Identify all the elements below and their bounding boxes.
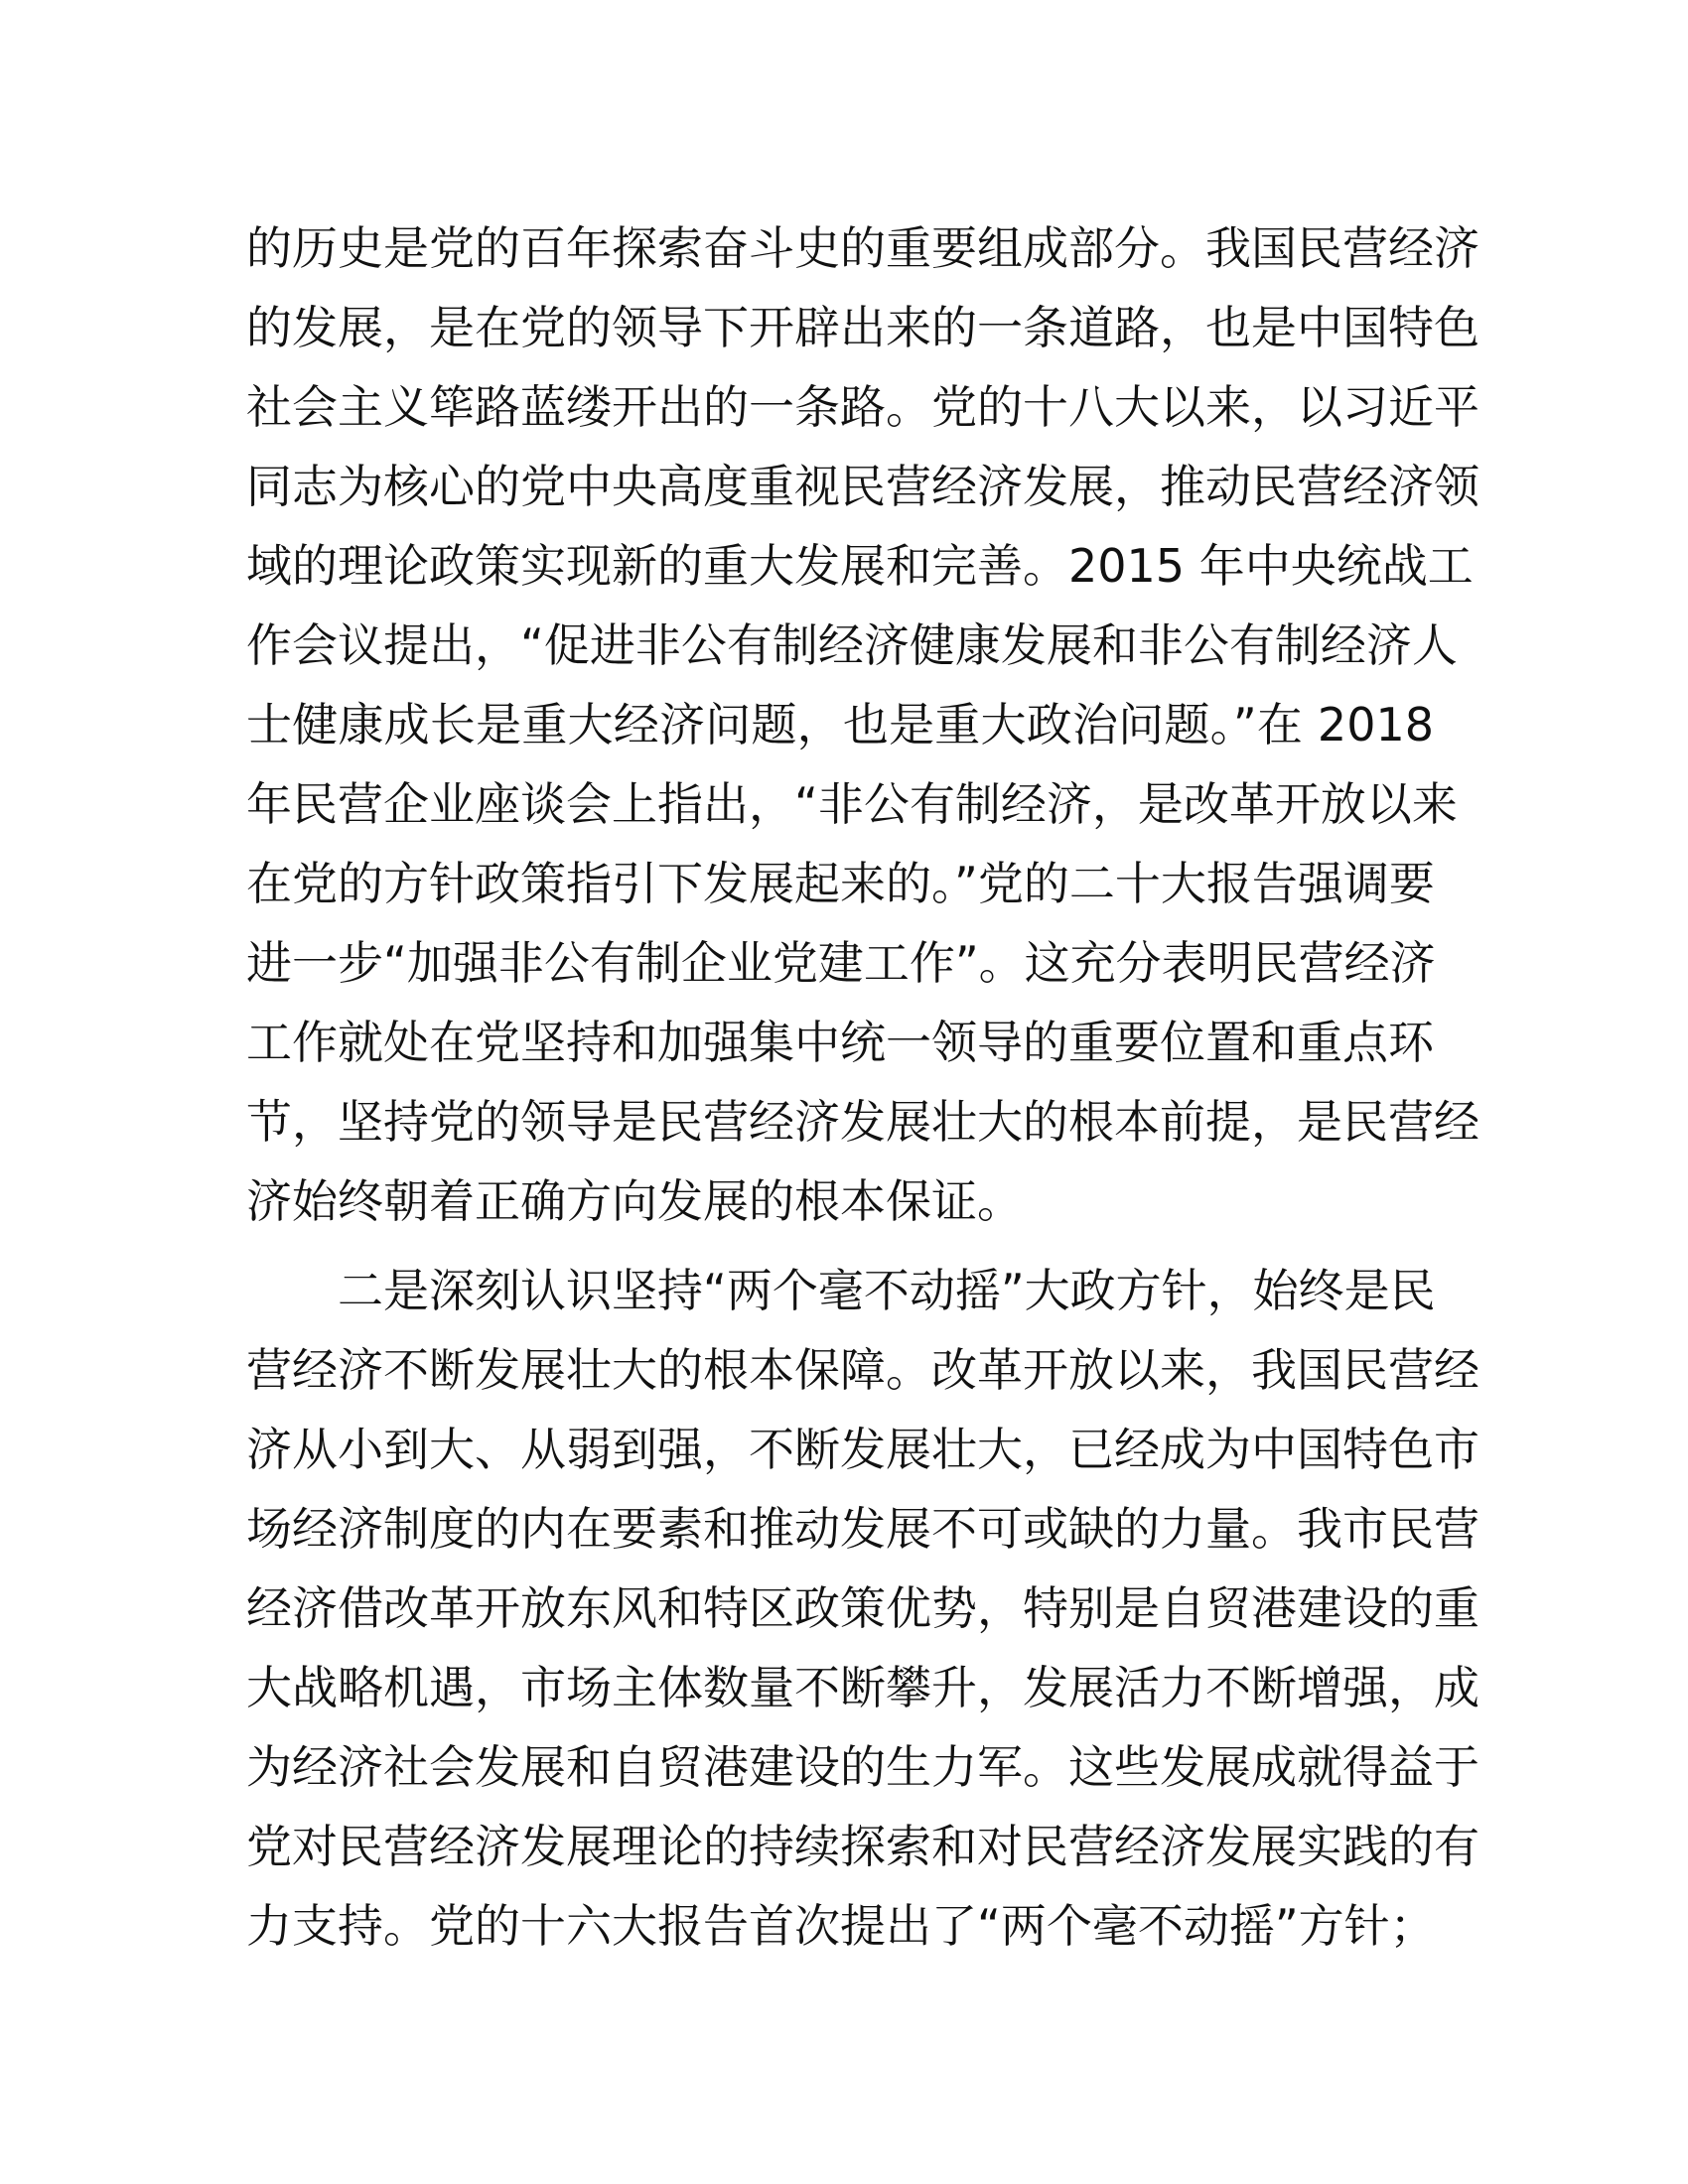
text-line: 作会议提出，“促进非公有制经济健康发展和非公有制经济人: [246, 618, 1458, 672]
text-line: 力支持。党的十六大报告首次提出了“两个毫不动摇”方针；: [246, 1899, 1436, 1953]
text-line: 党对民营经济发展理论的持续探索和对民营经济发展实践的有: [246, 1820, 1479, 1873]
text-line: 的发展，是在党的领导下开辟出来的一条道路，也是中国特色: [246, 301, 1479, 354]
text-line: 士健康成长是重大经济问题，也是重大政治问题。”在 2018: [246, 698, 1434, 751]
text-line: 同志为核心的党中央高度重视民营经济发展，推动民营经济领: [246, 460, 1479, 513]
document-body: [246, 208, 1479, 1966]
text-line: 工作就处在党坚持和加强集中统一领导的重要位置和重点环: [246, 1016, 1434, 1069]
paragraph-1: [246, 208, 1479, 1241]
text-line: 进一步“加强非公有制企业党建工作”。这充分表明民营经济: [246, 936, 1436, 990]
text-line: 场经济制度的内在要素和推动发展不可或缺的力量。我市民营: [246, 1502, 1479, 1556]
text-line: 节，坚持党的领导是民营经济发展壮大的根本前提，是民营经: [246, 1095, 1479, 1149]
text-line: 为经济社会发展和自贸港建设的生力军。这些发展成就得益于: [246, 1740, 1479, 1794]
text-line: 大战略机遇，市场主体数量不断攀升，发展活力不断增强，成: [246, 1661, 1479, 1714]
text-line: 年民营企业座谈会上指出，“非公有制经济，是改革开放以来: [246, 777, 1458, 831]
text-line: 二是深刻认识坚持“两个毫不动摇”大政方针，始终是民: [338, 1264, 1436, 1317]
text-line: 的历史是党的百年探索奋斗史的重要组成部分。我国民营经济: [246, 221, 1479, 275]
text-line: 济始终朝着正确方向发展的根本保证。: [246, 1174, 1023, 1228]
paragraph-2: [246, 1251, 1479, 1966]
text-line: 在党的方针政策指引下发展起来的。”党的二十大报告强调要: [246, 857, 1435, 910]
text-line: 经济借改革开放东风和特区政策优势，特别是自贸港建设的重: [246, 1581, 1479, 1635]
text-line: 社会主义筚路蓝缕开出的一条路。党的十八大以来，以习近平: [246, 380, 1479, 434]
text-line: 济从小到大、从弱到强，不断发展壮大，已经成为中国特色市: [246, 1423, 1479, 1476]
text-line: 域的理论政策实现新的重大发展和完善。2015 年中央统战工: [246, 539, 1474, 593]
text-line: 营经济不断发展壮大的根本保障。改革开放以来，我国民营经: [246, 1343, 1479, 1397]
